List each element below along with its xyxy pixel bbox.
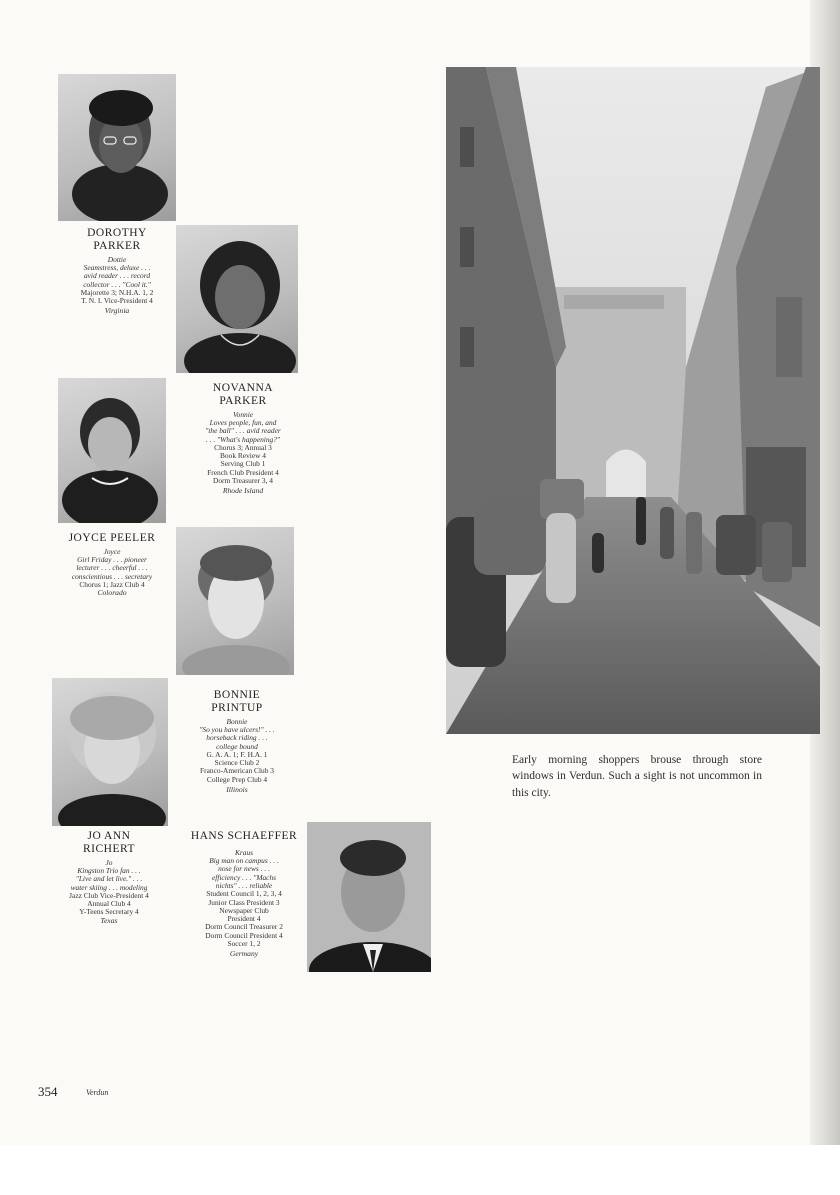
student-activity: Chorus 3; Annual 3 [214, 442, 272, 452]
student-name: PRINTUP [211, 701, 263, 714]
portrait-bonnie-printup [176, 527, 294, 675]
student-activity: Annual Club 4 [87, 899, 131, 909]
student-detail: nichts" . . . reliable [215, 881, 273, 890]
student-detail: water skiing . . . modeling [70, 882, 148, 892]
student-name: JOYCE PEELER [68, 532, 156, 544]
student-detail: Seamstress, deluxe . . . [83, 263, 151, 273]
student-state: Colorado [97, 588, 127, 598]
student-state: Rhode Island [222, 486, 264, 496]
verdun-street-photo [446, 67, 820, 734]
portrait-joyce-peeler [58, 378, 166, 523]
student-detail: . . . "What's happening?" [205, 434, 281, 444]
student-activity: Franco-American Club 3 [200, 766, 274, 776]
student-nickname: Joyce [103, 546, 121, 556]
student-entry-dorothy-parker [58, 227, 176, 316]
student-entry-hans-schaeffer [182, 830, 306, 959]
page-number: 354 [38, 1084, 58, 1099]
student-detail: Big man on campus . . . [209, 856, 279, 866]
student-entry-novanna-parker [176, 382, 310, 496]
student-state: Germany [229, 949, 259, 959]
portrait-novanna-parker [176, 225, 298, 373]
student-name: RICHERT [82, 842, 135, 855]
student-state: Illinois [226, 785, 248, 794]
student-name: PARKER [219, 394, 267, 407]
student-detail: college bound [216, 741, 258, 751]
student-nickname: Bonnie [226, 716, 248, 726]
student-detail: "So you have ulcers!" . . . [199, 725, 275, 735]
student-activity: Y-Teens Secretary 4 [79, 907, 139, 917]
student-activity: President 4 [227, 914, 261, 924]
student-state: Virginia [104, 306, 130, 316]
student-nickname: Kraus [234, 847, 254, 857]
student-detail: avid reader . . . record [83, 271, 151, 281]
student-activity: Dorm Council President 4 [205, 930, 283, 940]
student-name: HANS SCHAEFFER [190, 830, 298, 842]
student-entry-jo-ann-richert [46, 830, 172, 925]
student-activity: Soccer 1, 2 [227, 938, 261, 948]
student-name: PARKER [93, 239, 141, 252]
student-activity: College Prep Club 4 [206, 774, 268, 784]
student-detail: Girl Friday . . . pioneer [77, 555, 147, 565]
student-detail: lecturer . . . cheerful . . . [76, 563, 148, 573]
student-name: DOROTHY [87, 227, 147, 239]
student-detail: "the ball" . . . avid reader [205, 426, 281, 436]
student-activity: Science Club 2 [214, 758, 260, 768]
student-state: Texas [100, 915, 118, 925]
student-detail: nose for news . . . [218, 864, 270, 874]
portrait-hans-schaeffer [307, 822, 431, 972]
student-activity: Student Council 1, 2, 3, 4 [206, 889, 282, 899]
student-detail: Loves people, fun, and [209, 418, 277, 428]
student-detail: "Live and let live." . . . [75, 874, 143, 884]
student-activity: Dorm Council Treasurer 2 [205, 922, 283, 932]
student-detail: Kingston Trio fan . . . [77, 866, 141, 876]
student-activity: T. N. I. Vice-President 4 [81, 296, 153, 306]
student-nickname: Jo [105, 857, 113, 867]
student-detail: efficiency . . . "Machs [211, 872, 277, 882]
student-activity: Newspaper Club [219, 905, 269, 915]
running-footer: Verdun [86, 1088, 109, 1097]
student-activity: Book Review 4 [220, 451, 266, 461]
student-name: NOVANNA [212, 382, 274, 394]
student-activity: Junior Class President 3 [208, 897, 280, 907]
student-nickname: Vonnie [232, 409, 254, 419]
student-detail: conscientious . . . secretary [71, 571, 153, 581]
student-activity: French Club President 4 [207, 467, 279, 477]
student-entry-joyce-peeler [50, 532, 174, 598]
student-activity: Serving Club 1 [220, 459, 266, 469]
student-name: JO ANN [87, 830, 131, 842]
photo-caption: Early morning shoppers brouse through store windows in Verdun. Such a sight is not uncommon in this city. [512, 754, 762, 799]
portrait-jo-ann-richert [52, 678, 168, 826]
student-activity: Majorette 3; N.H.A. 1, 2 [80, 287, 154, 297]
student-detail: horseback riding . . . [206, 733, 268, 743]
page-bottom-margin [0, 1145, 840, 1195]
student-entry-bonnie-printup [170, 689, 304, 795]
portrait-dorothy-parker [58, 74, 176, 221]
student-activity: G. A. A. 1; F. H.A. 1 [206, 749, 268, 759]
student-nickname: Dottie [107, 254, 127, 264]
student-detail: collector . . . "Cool it." [83, 279, 151, 289]
student-activity: Jazz Club Vice-President 4 [69, 890, 149, 900]
student-activity: Dorm Treasurer 3, 4 [213, 476, 273, 485]
student-name: BONNIE [213, 689, 261, 701]
student-activity: Chorus 1; Jazz Club 4 [79, 580, 145, 589]
